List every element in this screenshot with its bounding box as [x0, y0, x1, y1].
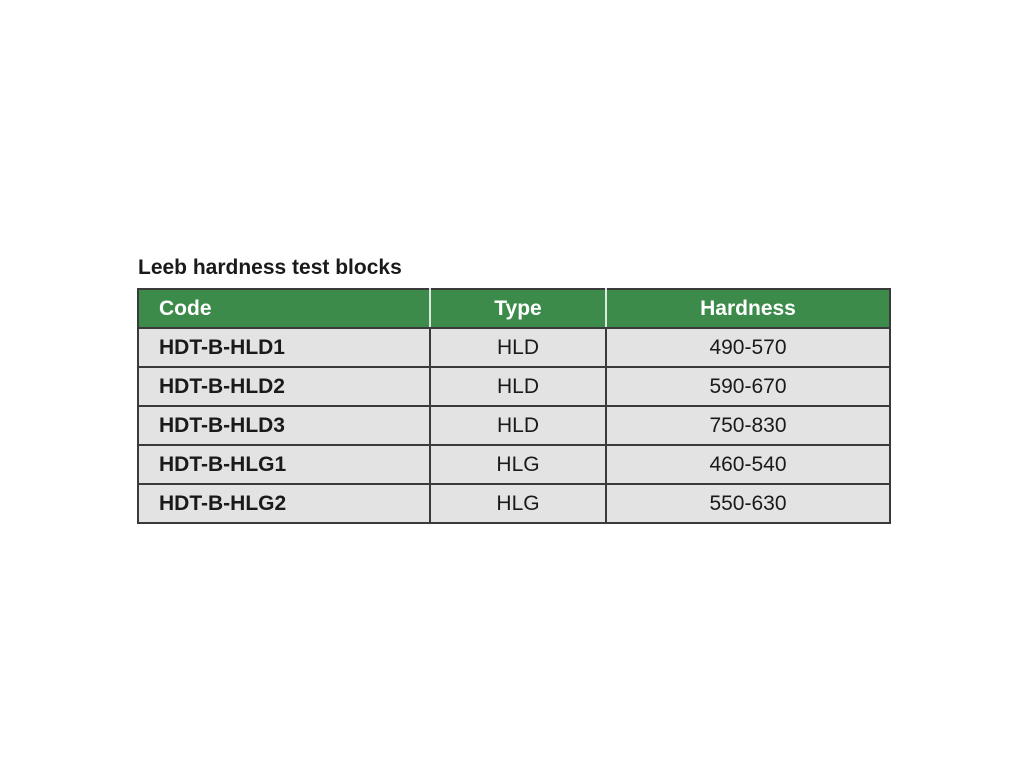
- cell-code: HDT-B-HLD1: [138, 328, 430, 367]
- column-header-hardness: Hardness: [606, 289, 890, 328]
- table-caption: Leeb hardness test blocks: [138, 256, 402, 279]
- cell-hardness: 750-830: [606, 406, 890, 445]
- cell-type: HLG: [430, 484, 606, 523]
- table-row: [138, 445, 890, 484]
- table-row: [138, 484, 890, 523]
- table-row: [138, 367, 890, 406]
- cell-hardness: 490-570: [606, 328, 890, 367]
- cell-type: HLG: [430, 445, 606, 484]
- cell-type: HLD: [430, 328, 606, 367]
- cell-code: HDT-B-HLG2: [138, 484, 430, 523]
- table-header-row: [138, 289, 890, 328]
- column-header-code: Code: [138, 289, 430, 328]
- hardness-blocks-table: [137, 288, 891, 524]
- cell-hardness: 550-630: [606, 484, 890, 523]
- cell-type: HLD: [430, 367, 606, 406]
- cell-hardness: 590-670: [606, 367, 890, 406]
- cell-code: HDT-B-HLD2: [138, 367, 430, 406]
- cell-code: HDT-B-HLG1: [138, 445, 430, 484]
- table-row: [138, 328, 890, 367]
- column-header-type: Type: [430, 289, 606, 328]
- cell-code: HDT-B-HLD3: [138, 406, 430, 445]
- cell-type: HLD: [430, 406, 606, 445]
- cell-hardness: 460-540: [606, 445, 890, 484]
- table-row: [138, 406, 890, 445]
